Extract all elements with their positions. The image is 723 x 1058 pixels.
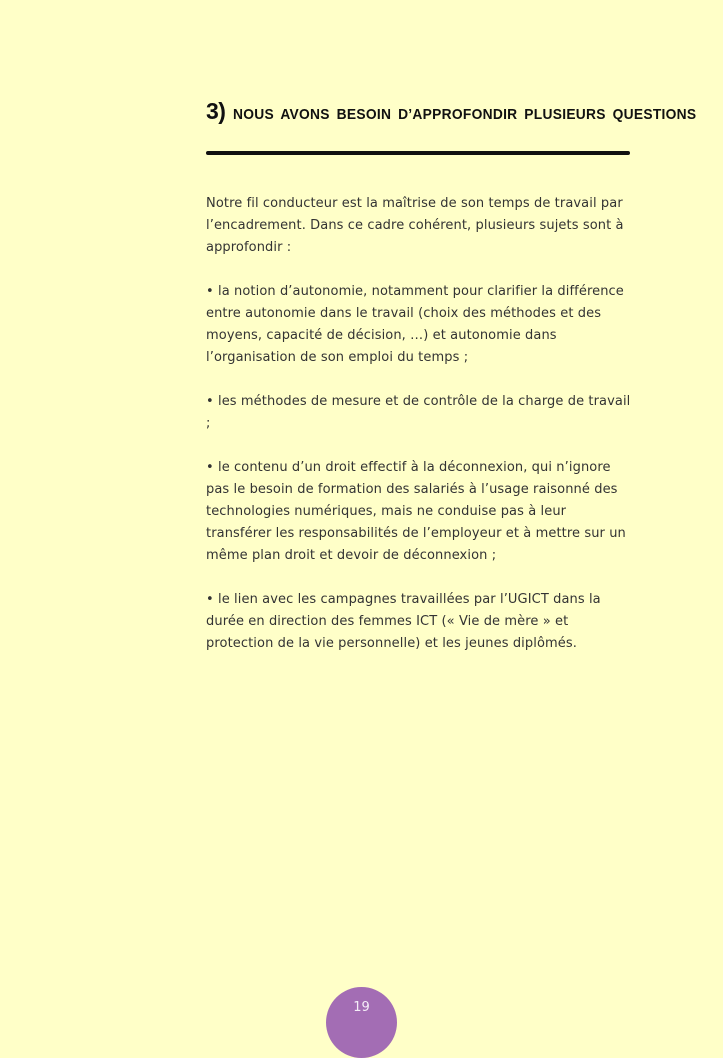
section-title: NOUS AVONS BESOIN D’APPROFONDIR PLUSIEURS QUESTIONS [233, 106, 697, 123]
intro-paragraph: Notre fil conducteur est la maîtrise de son temps de travail par l’encadrement. Dans ce cadre cohérent, plusieurs sujets sont à approfondir : [206, 196, 624, 255]
bullet-deconnexion: • le contenu d’un droit effectif à la déconnexion, qui n’ignore pas le besoin de formation des salariés à l’usage raisonné des technologies numériques, mais ne conduise pas à leur transférer les responsabilités de l’employeur et à mettre sur un même plan droit et devoir de déconnexion ; [206, 460, 626, 563]
page-number: 19 [353, 1000, 370, 1015]
section-heading [206, 98, 697, 134]
section-number: 3) [206, 98, 226, 124]
bullet-mesure-charge: • les méthodes de mesure et de contrôle de la charge de travail ; [206, 394, 631, 431]
heading-divider [206, 151, 630, 155]
bullet-campagnes-ugict: • le lien avec les campagnes travaillées par l’UGICT dans la durée en direction des femmes ICT (« Vie de mère » et protection de la vie personnelle) et les jeunes diplômés. [206, 592, 601, 651]
bullet-autonomie: • la notion d’autonomie, notamment pour clarifier la différence entre autonomie dans le travail (choix des méthodes et des moyens, capacité de décision, …) et autonomie dans l’organisation de son emploi du temps ; [206, 284, 624, 365]
body-text [206, 193, 634, 655]
page-number-badge [326, 987, 397, 1058]
